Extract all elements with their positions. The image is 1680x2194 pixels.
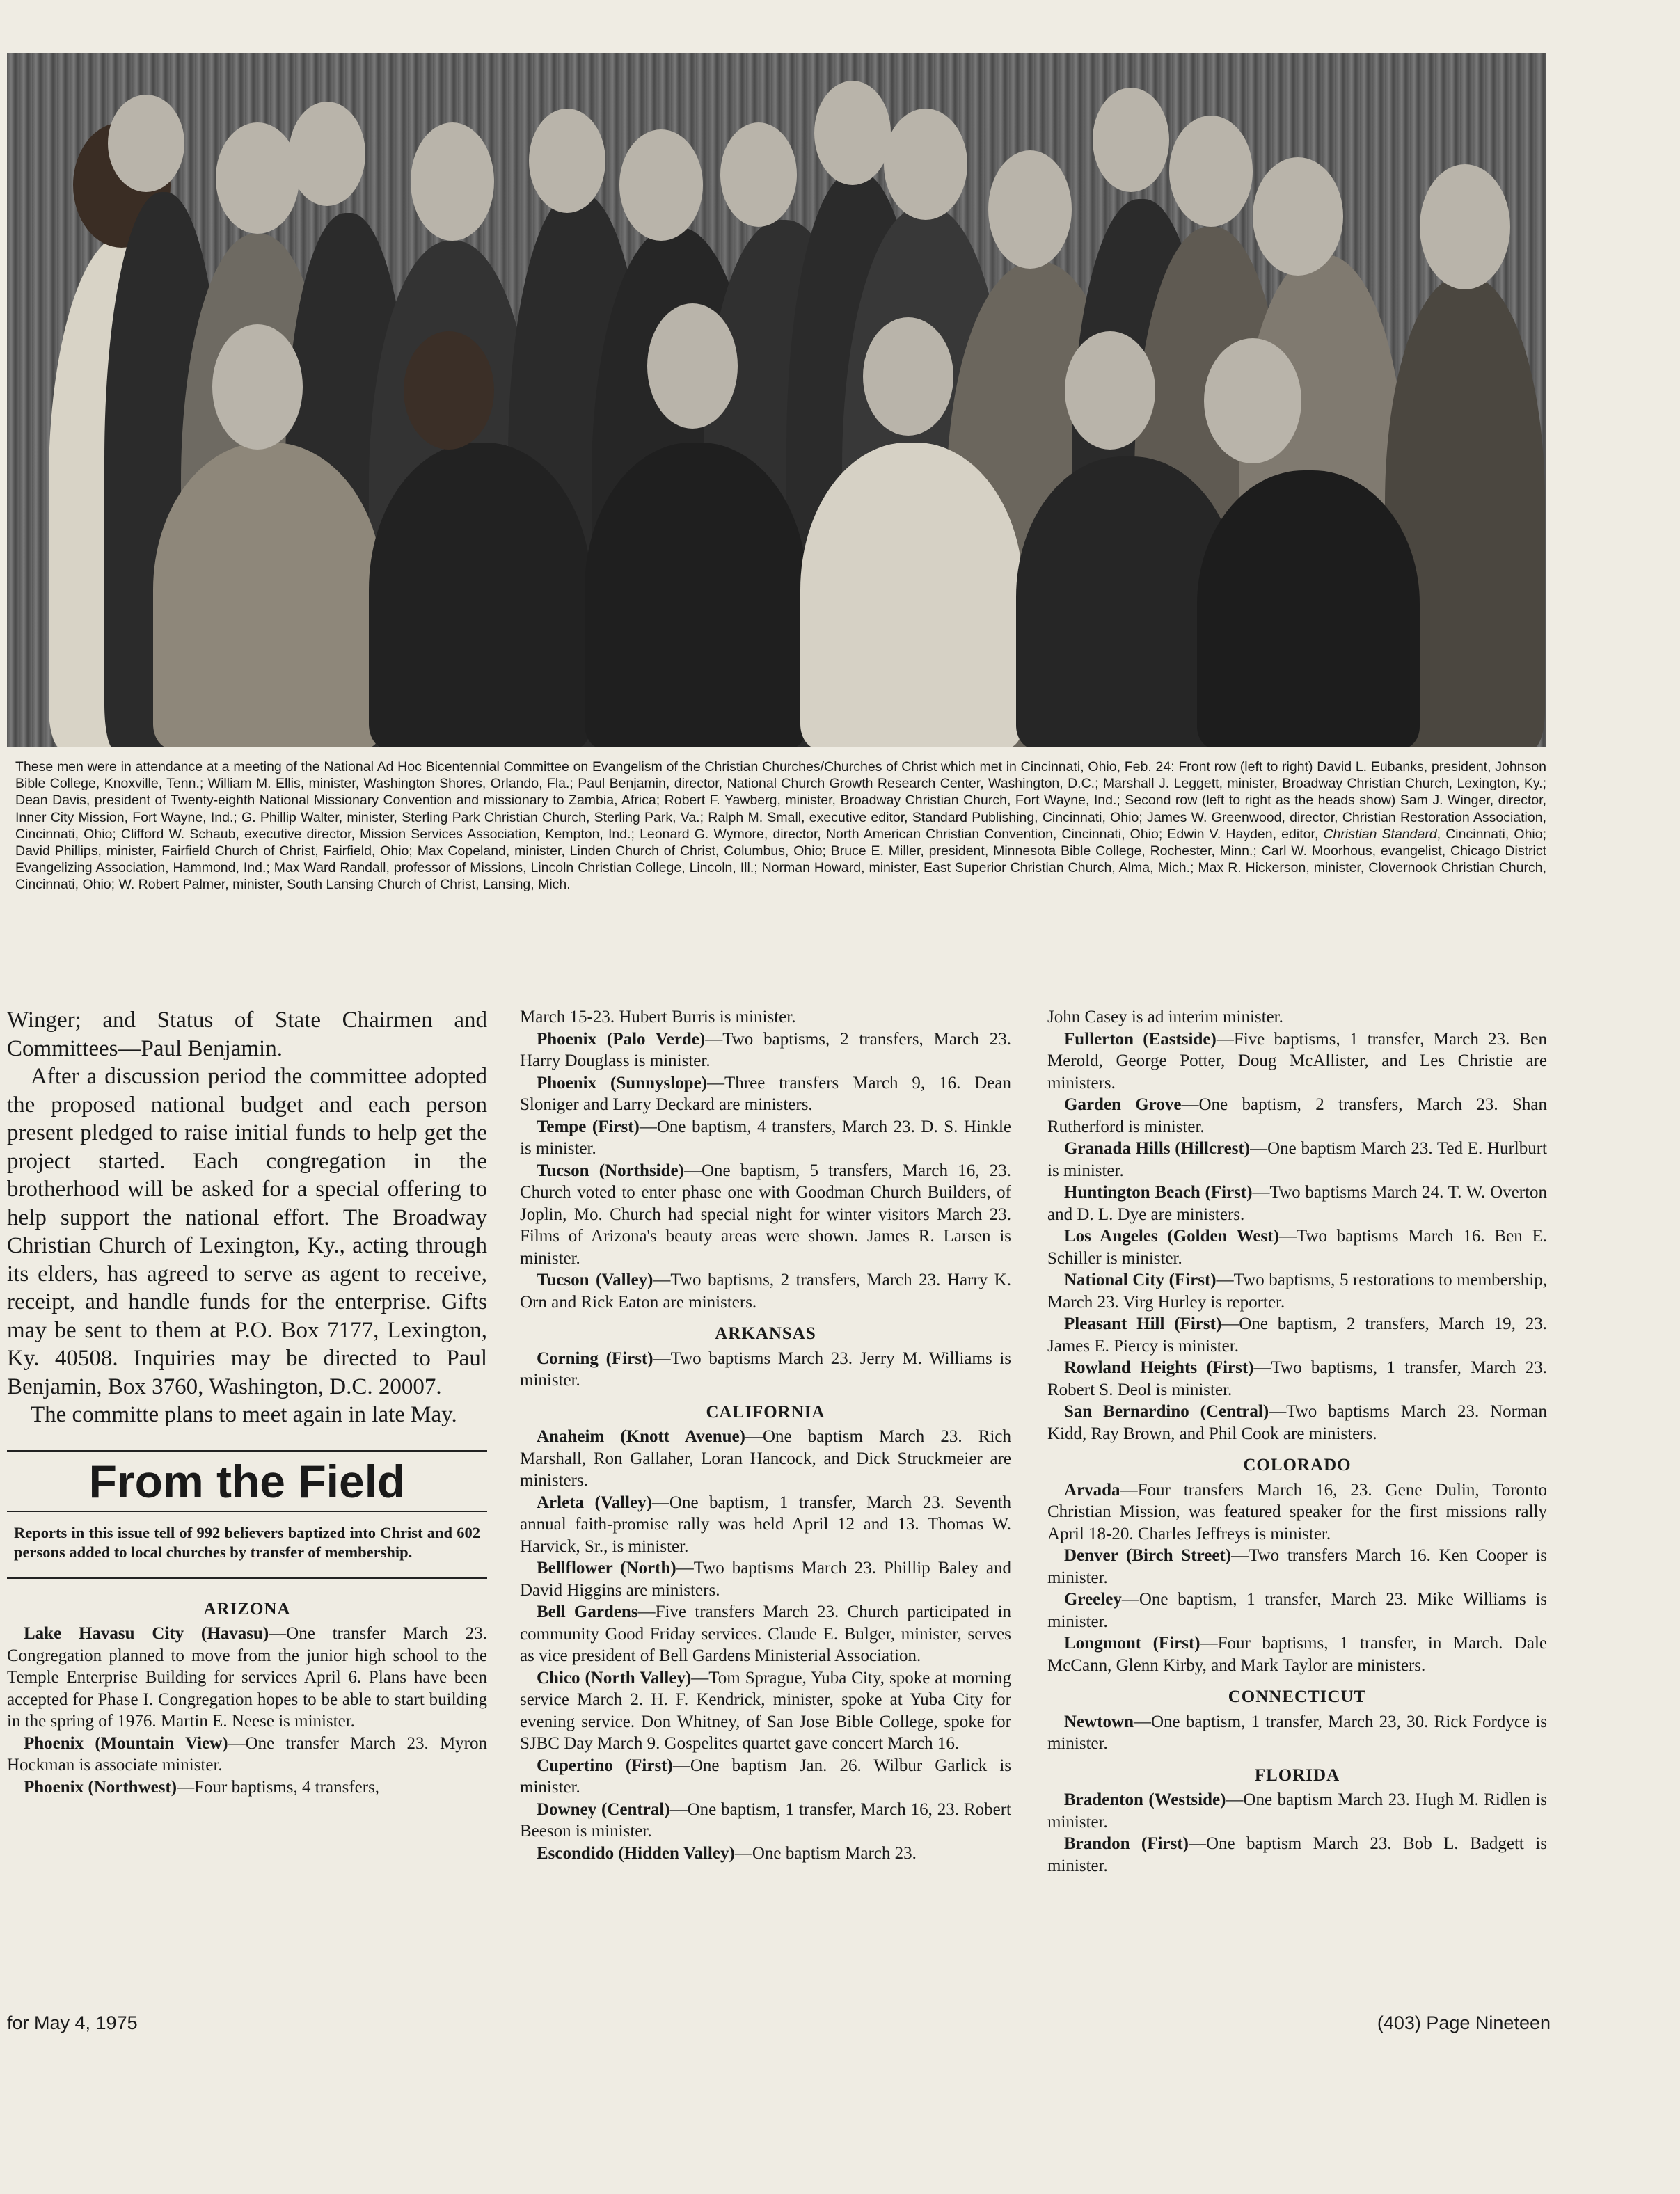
report-entry: Los Angeles (Golden West)—Two baptisms March 16. Ben E. Schiller is minister. — [1047, 1227, 1547, 1268]
report-entry: Pleasant Hill (First)—One baptism, 2 transfers, March 19, 23. James E. Piercy is minister. — [1047, 1314, 1547, 1356]
report-entry: Newtown—One baptism, 1 transfer, March 23, 30. Rick Fordyce is minister. — [1047, 1712, 1547, 1753]
article-paragraph: Winger; and Status of State Chairmen and Committees—Paul Benjamin. — [7, 1008, 487, 1061]
caption-italic: Christian Standard — [1323, 826, 1437, 842]
page-number: (403) Page Nineteen — [1377, 2012, 1551, 2033]
report-entry: Corning (First)—Two baptisms March 23. Jerry M. Williams is minister. — [520, 1349, 1012, 1390]
column-3 — [1047, 1006, 1547, 1877]
report-entry: National City (First)—Two baptisms, 5 restorations to membership, March 23. Virg Hurley is reporter. — [1047, 1271, 1547, 1312]
report-entry: Bellflower (North)—Two baptisms March 23. Phillip Baley and David Higgins are ministers. — [520, 1559, 1011, 1600]
state-heading: CALIFORNIA — [706, 1402, 825, 1422]
state-heading: CONNECTICUT — [1228, 1687, 1367, 1706]
report-entry: Arleta (Valley)—One baptism, 1 transfer, March 23. Seventh annual faith-promise rally was held April 12 and 13. Thomas W. Harvick, Sr., is minister. — [520, 1493, 1011, 1556]
group-photo — [7, 53, 1546, 747]
report-entry: Longmont (First)—Four baptisms, 1 transfer, in March. Dale McCann, Glenn Kirby, and Mark Taylor are ministers. — [1047, 1634, 1547, 1675]
column-1 — [7, 1006, 487, 1798]
report-continuation: March 15-23. Hubert Burris is minister. — [520, 1008, 796, 1026]
report-entry: Phoenix (Sunnyslope)—Three transfers March 9, 16. Dean Sloniger and Larry Deckard are ministers. — [520, 1073, 1012, 1114]
divider — [7, 1577, 487, 1579]
state-heading: FLORIDA — [1254, 1765, 1340, 1785]
report-entry: Greeley—One baptism, 1 transfer, March 23. Mike Williams is minister. — [1047, 1590, 1547, 1631]
article-paragraph: The committe plans to meet again in late May. — [31, 1402, 457, 1427]
section-title: From the Field — [88, 1455, 406, 1507]
section-summary: Reports in this issue tell of 992 believers baptized into Christ and 602 persons added to local churches by transfer of membership. — [14, 1523, 480, 1561]
report-entry: Downey (Central)—One baptism, 1 transfer, March 16, 23. Robert Beeson is minister. — [520, 1799, 1011, 1841]
report-entry: Chico (North Valley)—Tom Sprague, Yuba City, spoke at morning service March 2. H. F. Kendrick, minister, spoke at Yuba City for evening service. Don Whitney, of San Jose Bible College, spoke for SJBC Day March 9. Gospelites quartet gave concert March 16. — [520, 1668, 1011, 1753]
report-entry: Rowland Heights (First)—Two baptisms, 1 transfer, March 23. Robert S. Deol is minister. — [1047, 1358, 1547, 1399]
column-2 — [520, 1006, 1011, 1864]
report-entry: Granada Hills (Hillcrest)—One baptism March 23. Ted E. Hurlburt is minister. — [1047, 1139, 1547, 1180]
report-entry: San Bernardino (Central)—Two baptisms March 23. Norman Kidd, Ray Brown, and Phil Cook are ministers. — [1047, 1402, 1547, 1443]
report-continuation: John Casey is ad interim minister. — [1047, 1008, 1283, 1026]
report-entry: Phoenix (Northwest)—Four baptisms, 4 transfers, — [24, 1777, 380, 1797]
footer-date: for May 4, 1975 — [7, 2012, 138, 2033]
report-entry: Huntington Beach (First)—Two baptisms March 24. T. W. Overton and D. L. Dye are ministers. — [1047, 1183, 1548, 1224]
report-entry: Bell Gardens—Five transfers March 23. Church participated in community Good Friday services. Claude E. Bulger, minister, serves as vice president of Bell Gardens Ministerial Association. — [520, 1603, 1011, 1665]
report-entry: Phoenix (Palo Verde)—Two baptisms, 2 transfers, March 23. Harry Douglass is minister. — [520, 1029, 1011, 1070]
photo-caption — [15, 758, 1546, 893]
state-heading: ARKANSAS — [715, 1324, 816, 1343]
report-entry: Anaheim (Knott Avenue)—One baptism March 23. Rich Marshall, Ron Gallaher, Loran Hancock, and Dick Struckmeier are ministers. — [520, 1427, 1012, 1490]
article-continuation — [7, 1006, 487, 1429]
report-entry: Arvada—Four transfers March 16, 23. Gene Dulin, Toronto Christian Mission, was featured speaker for the first missions rally April 18-20. Charles Jeffreys is minister. — [1047, 1480, 1547, 1543]
caption-text-2: , Cincinnati, Ohio; David Phillips, minister, Fairfield Church of Christ, Fairfield, Ohio; Max Copeland, minister, Linden Church of Christ, Columbus, Ohio; Bruce E. Miller, president, Minnesota Bible College, Rochester, Minn.; Carl W. Moorhous, evangelist, Chicago District Evangelizing Association, Hammond, Ind.; Max Ward Randall, professor of Missions, Lincoln Christian College, Lincoln, Ill.; Norman Howard, minister, East Superior Christian Church, Alma, Mich.; Max R. Hickerson, minister, Clovernook Christian Church, Cincinnati, Ohio; W. Robert Palmer, minister, South Lansing Church of Christ, Lansing, Mich. — [15, 826, 1547, 893]
report-entry: Garden Grove—One baptism, 2 transfers, March 23. Shan Rutherford is minister. — [1047, 1095, 1547, 1136]
report-entry: Bradenton (Westside)—One baptism March 23. Hugh M. Ridlen is minister. — [1047, 1790, 1548, 1831]
report-entry: Phoenix (Mountain View)—One transfer March 23. Myron Hockman is associate minister. — [7, 1733, 488, 1774]
divider — [7, 1511, 487, 1512]
report-entry: Fullerton (Eastside)—Five baptisms, 1 transfer, March 23. Ben Merold, George Potter, Doug McAllister, and Les Christie are ministers. — [1047, 1029, 1547, 1092]
state-heading: ARIZONA — [203, 1599, 291, 1619]
caption-text-1: These men were in attendance at a meeting of the National Ad Hoc Bicentennial Committee on Evangelism of the Christian Churches/Churches of Christ which met in Cincinnati, Ohio, Feb. 24: Front row (left to right) David L. Eubanks, president, Johnson Bible College, Knoxville, Tenn.; William M. Ellis, minister, Washington Shores, Orlando, Fla.; Paul Benjamin, director, National Church Growth Research Center, Washington, D.C.; Marshall J. Leggett, minister, Broadway Christian Church, Lexington, Ky.; Dean Davis, president of Twenty-eighth National Missionary Convention and missionary to Zambia, Africa; Robert F. Yawberg, minister, Broadway Christian Church, Fort Wayne, Ind.; Second row (left to right as the heads show) Sam J. Winger, director, Inner City Mission, Fort Wayne, Ind.; G. Phillip Walter, minister, Sterling Park Christian Church, Sterling Park, Va.; Ralph M. Small, executive editor, Standard Publishing, Cincinnati, Ohio; James W. Greenwood, director, Christian Restoration Association, Cincinnati, Ohio; Clifford W. Schaub, executive director, Mission Services Association, Kempton, Ind.; Leonard G. Wymore, director, North American Christian Convention, Cincinnati, Ohio; Edwin V. Hayden, editor, — [15, 759, 1546, 842]
report-entry: Tempe (First)—One baptism, 4 transfers, March 23. D. S. Hinkle is minister. — [520, 1117, 1011, 1158]
report-entry: Tucson (Northside)—One baptism, 5 transfers, March 16, 23. Church voted to enter phase one with Goodman Church Builders, of Joplin, Mo. Church had special night for winter visitors March 23. Films of Arizona's beauty areas were shown. James R. Larsen is minister. — [520, 1161, 1011, 1268]
article-paragraph: After a discussion period the committee adopted the proposed national budget and each person present pledged to raise initial funds to help get the project started. Each congregation in the brotherhood will be asked for a special offering to help support the national effort. The Broadway Christian Church of Lexington, Ky., acting through its elders, has agreed to serve as agent to receive, receipt, and handle funds for the enterprise. Gifts may be sent to them at P.O. Box 7177, Lexington, Ky. 40508. Inquiries may be directed to Paul Benjamin, Box 3760, Washington, D.C. 20007. — [7, 1064, 487, 1399]
report-entry: Cupertino (First)—One baptism Jan. 26. Wilbur Garlick is minister. — [520, 1756, 1012, 1797]
report-entry: Tucson (Valley)—Two baptisms, 2 transfers, March 23. Harry K. Orn and Rick Eaton are ministers. — [520, 1271, 1011, 1312]
report-entry: Lake Havasu City (Havasu)—One transfer March 23. Congregation planned to move from the junior high school to the Temple Enterprise Building for services April 6. Plans have been accepted for Phase I. Congregation hopes to be able to start building in the spring of 1976. Martin E. Neese is minister. — [7, 1624, 487, 1731]
state-heading: COLORADO — [1243, 1456, 1352, 1474]
report-entry: Brandon (First)—One baptism March 23. Bob L. Badgett is minister. — [1047, 1834, 1547, 1875]
report-entry: Escondido (Hidden Valley)—One baptism March 23. — [537, 1843, 917, 1863]
report-entry: Denver (Birch Street)—Two transfers March 16. Ken Cooper is minister. — [1047, 1546, 1547, 1587]
